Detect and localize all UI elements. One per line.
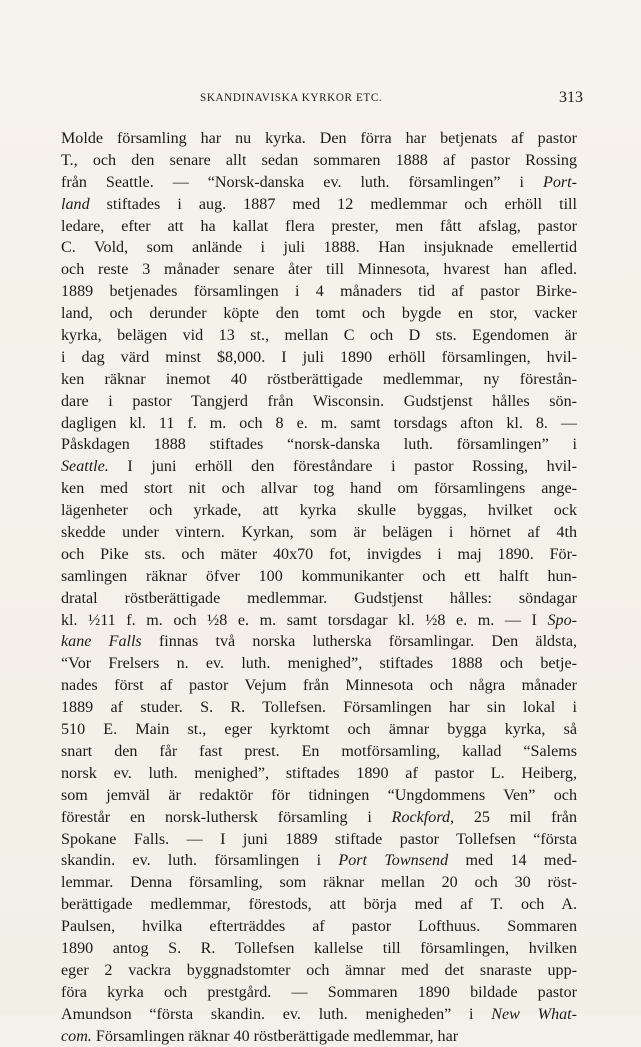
text-line [61,1026,577,1047]
text-line [61,325,577,347]
text-run: norsk ev. luth. menighed”, stiftades 1890 af pastor L. Heiberg, [61,764,577,782]
text-line [61,478,577,500]
text-line [61,785,577,807]
text-run: Församlingen räknar 40 röstberättigade medlemmar, har [91,1027,459,1045]
text-line [61,982,577,1004]
text-line [61,413,577,435]
text-line [61,675,577,697]
text-run: 1889 af studer. S. R. Tollefsen. Församlingen har sin lokal i [61,699,577,717]
text-run: förestår en norsk-luthersk församling i [61,808,392,826]
text-line [61,281,577,303]
text-line [61,434,577,456]
text-line [61,237,577,259]
text-run: ledare, efter att ha kallat flera prester, men fått afslag, pastor [61,217,577,235]
text-run: snart den får fast prest. En motförsamling, kallad “Salems [61,742,577,760]
text-line [61,522,577,544]
text-run: land, och derunder köpte den tomt och bygde en stor, vacker [61,305,577,323]
text-line [61,500,577,522]
text-run: nades först af pastor Vejum från Minnesota och några månader [61,677,577,695]
text-run: stiftades i aug. 1887 med 12 medlemmar och erhöll till [89,195,577,213]
text-line [61,194,577,216]
running-head: SKANDINAVISKA KYRKOR ETC. [200,92,383,104]
italic-place-name: Port Townsend [338,852,449,870]
text-run: “Vor Frelsers n. ev. luth. menighed”, stiftades 1888 och betje- [61,655,577,673]
text-line [61,653,577,675]
text-run: dratal röstberättigade medlemmar. Gudstjenst hålles: söndagar [61,589,577,607]
text-run: skandin. ev. luth. församlingen i [61,852,339,870]
text-run: eger 2 vackra byggnadstomter och ämnar med det snaraste upp- [61,961,577,979]
text-run: från Seattle. — “Norsk-danska ev. luth. församlingen” i [61,173,544,191]
text-run: skedde under vintern. Kyrkan, som är belägen i hörnet af 4th [61,524,577,542]
text-run: i dag värd minst $8,000. I juli 1890 erhöll församlingen, hvil- [61,348,577,366]
italic-place-name: com. [61,1027,92,1045]
text-line [61,347,577,369]
text-line [61,303,577,325]
text-run: och Pike sts. och mäter 40x70 fot, invigdes i maj 1890. För- [61,545,577,563]
text-line [61,588,577,610]
text-run: lemmar. Denna församling, som räknar mellan 20 och 30 röst- [61,874,577,892]
text-line [61,544,577,566]
italic-place-name: land [61,195,90,213]
text-line [61,763,577,785]
text-line [61,916,577,938]
text-run: med 14 med- [448,852,577,870]
italic-place-name: Port- [543,173,577,191]
italic-place-name: kane Falls [61,633,142,651]
text-run: Paulsen, hvilka efterträddes af pastor Lofthuus. Sommaren [61,918,577,936]
text-line [61,128,577,150]
italic-place-name: New What- [491,1005,577,1023]
text-line [61,1004,577,1026]
text-line [61,829,577,851]
text-run: Spokane Falls. — I juni 1889 stiftade pastor Tollefsen “första [61,830,577,848]
text-line [61,631,577,653]
text-run: Amundson “första skandin. ev. luth. menigheden” i [61,1005,492,1023]
text-run: 510 E. Main st., eger kyrktomt och ämnar bygga kyrka, så [61,721,577,739]
text-run: I juni erhöll den föreståndare i pastor Rossing, hvil- [108,458,577,476]
text-line [61,172,577,194]
text-run: ken med stort nit och allvar tog hand om församlingens ange- [61,480,577,498]
text-line [61,872,577,894]
text-run: kl. ½11 f. m. och ½8 e. m. samt torsdagar kl. ½8 e. m. — I [61,611,548,629]
text-run: 25 mil från [454,808,577,826]
text-line [61,719,577,741]
italic-place-name: Seattle. [61,458,109,476]
page-number: 313 [559,89,583,106]
text-run: som jemväl är redaktör för tidningen “Ungdommens Ven” och [61,786,577,804]
italic-place-name: Rockford, [391,808,455,826]
text-run: föra kyrka och prestgård. — Sommaren 1890 bildade pastor [61,983,577,1001]
text-line [61,610,577,632]
text-run: kyrka, belägen vid 13 st., mellan C och D sts. Egendomen är [61,327,577,345]
text-run: samlingen räknar öfver 100 kommunikanter och ett halft hun- [61,567,577,585]
text-line [61,259,577,281]
italic-place-name: Spo- [547,611,577,629]
text-line [61,369,577,391]
page-header [60,89,583,110]
text-line [61,938,577,960]
text-run: och reste 3 månader senare åter till Minnesota, hvarest han afled. [61,261,577,279]
text-run: 1889 betjenades församlingen i 4 månaders tid af pastor Birke- [61,283,577,301]
text-run: dagligen kl. 11 f. m. och 8 e. m. samt torsdags afton kl. 8. — [61,414,577,432]
text-line [61,566,577,588]
body-paragraph [61,128,577,1047]
text-line [61,456,577,478]
text-line [61,894,577,916]
text-run: finnas två norska lutherska församlingar. Den äldsta, [141,633,577,651]
text-line [61,697,577,719]
text-line [61,960,577,982]
text-line [61,216,577,238]
text-line [61,741,577,763]
text-run: dare i pastor Tangjerd från Wisconsin. Gudstjenst hålles sön- [61,392,577,410]
text-line [61,807,577,829]
text-line [61,150,577,172]
text-run: C. Vold, som anlände i juli 1888. Han insjuknade emellertid [61,239,577,257]
text-run: Molde församling har nu kyrka. Den förra har betjenats af pastor [61,130,577,147]
text-run: T., och den senare allt sedan sommaren 1888 af pastor Rossing [61,151,577,169]
text-run: 1890 antog S. R. Tollefsen kallelse till församlingen, hvilken [61,939,577,957]
text-line [61,850,577,872]
text-run: berättigade medlemmar, förestods, att börja med af T. och A. [61,896,577,914]
text-run: Påskdagen 1888 stiftades “norsk-danska luth. församlingen” i [61,436,577,454]
text-run: ken räknar inemot 40 röstberättigade medlemmar, ny förestån- [61,370,577,388]
text-run: lägenheter och yrkade, att kyrka skulle byggas, hvilket ock [61,502,577,520]
text-line [61,391,577,413]
